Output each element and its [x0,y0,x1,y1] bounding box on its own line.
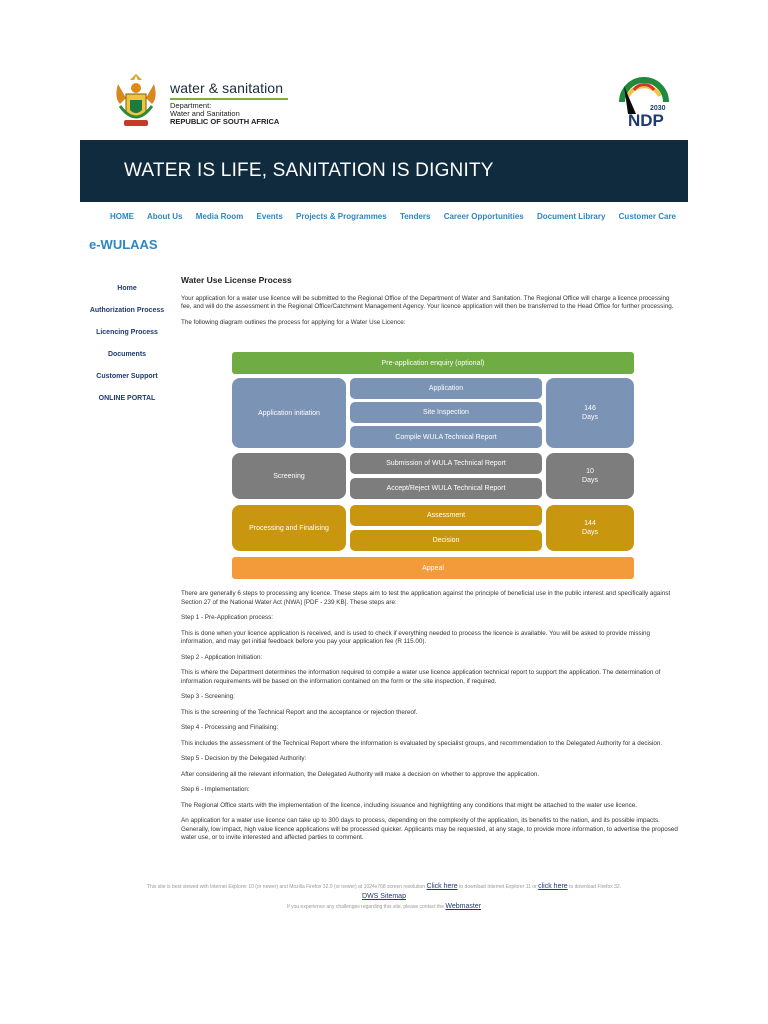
compile-report-box: Compile WULA Technical Report [350,426,542,448]
footer-line-1 [80,882,688,892]
sidenav-home[interactable]: Home [117,285,137,292]
pdf-link[interactable]: [PDF - 239 KB] [304,598,347,606]
footer-line-3 [80,902,688,912]
ie-download-link[interactable]: Click here [426,883,458,890]
days-144-box [546,505,634,551]
nav-events[interactable]: Events [256,212,283,221]
footer-text-d: If you experience any challenges regarding this site, please contact the [286,904,446,910]
step4-heading: Step 4 - Processing and Finalising: [181,724,279,731]
step1-heading: Step 1 - Pre-Application process: [181,614,274,621]
days-144-value: 144 [584,520,596,527]
banner-text: WATER IS LIFE, SANITATION IS DIGNITY [124,160,494,181]
submission-box: Submission of WULA Technical Report [350,453,542,474]
step1-text-a: This is done when your licence application is received, and is used to check if everything needed to process the licence is available. You will be asked to provide missing information, and may get initial feedback before you pay your [181,629,651,645]
nav-document-library[interactable]: Document Library [536,212,606,221]
sidenav-licencing-process[interactable]: Licencing Process [96,329,158,336]
step5-heading: Step 5 - Decision by the Delegated Authority: [181,755,307,762]
nwa-link[interactable]: National Water Act [230,598,282,606]
ndp-text: NDP [628,111,664,130]
ndp-logo-icon[interactable] [614,74,674,130]
ndp-year: 2030 [650,105,666,112]
page-title: Water Use License Process [181,275,292,285]
slogan-banner [80,140,688,202]
footer-text-a: This site is best viewed with Internet Explorer 10 (or newer) and Mozilla Firefox 32.0 (or newer) at 1024x768 screen resolution [146,884,427,890]
footer-text-b: to download Internet Explorer 11 or [457,884,539,890]
assessment-box: Assessment [350,505,542,526]
nav-customer-care[interactable]: Customer Care [618,212,677,221]
step5-text: After considering all the relevant information, the Delegated Authority will make a decision on whether to approve the application. [181,770,540,778]
application-initiation-box: Application initiation [232,378,346,448]
footer-text-c: to download Firefox 32. [567,884,622,890]
processing-finalising-box: Processing and Finalising [232,505,346,551]
sidenav-online-portal[interactable]: ONLINE PORTAL [98,395,156,402]
step4-text: This includes the assessment of the Technical Report where the information is evaluated by specialist groups, and recommendation to the Delegated Authority for a decision. [181,739,663,747]
steps-intro [181,590,681,607]
sidenav-documents[interactable]: Documents [107,351,147,358]
process-diagram [232,352,634,582]
site-title: e-WULAAS [89,237,158,252]
sitemap-link[interactable]: DWS Sitemap [362,893,406,900]
appeal-box: Appeal [232,557,634,579]
days-146-value: 146 [584,405,596,412]
steps-intro-b: (NWA) [281,598,305,606]
sidenav-customer-support[interactable]: Customer Support [96,373,158,380]
days-10-value: 10 [586,468,594,475]
firefox-download-link[interactable]: click here [538,883,568,890]
nav-home[interactable]: HOME [110,212,134,221]
site-footer [80,882,688,912]
nav-careers[interactable]: Career Opportunities [443,212,524,221]
nav-media-room[interactable]: Media Room [195,212,244,221]
step3-text: This is the screening of the Technical Report and the acceptance or rejection thereof. [181,708,418,716]
side-nav [84,284,170,416]
step1-text-b: (R 115.00). [393,638,427,645]
step2-text: This is where the Department determines the information required to compile a water use licence application technical report to support the application. The determination of information requirements will be based on the information contained on the form or the site inspection, if required. [181,669,661,685]
diagram-intro: The following diagram outlines the process for applying for a Water Use Licence: [181,318,406,326]
accept-reject-box: Accept/Reject WULA Technical Report [350,478,542,499]
coat-of-arms-icon[interactable] [112,70,160,132]
step1-text [181,630,681,647]
dept-line-2: Water and Sanitation [170,109,240,118]
dept-line-1: Department: [170,101,212,110]
sidenav-authorization-process[interactable]: Authorization Process [89,307,165,314]
step2-heading: Step 2 - Application Initiation: [181,653,263,661]
webmaster-link[interactable]: Webmaster [445,903,482,910]
dept-rule [170,98,288,100]
intro-paragraph: Your application for a water use licence will be submitted to the Regional Office of the Department of Water and Sanitation. The Regional Office will charge a licence processing fee, and will do the assessment in the Regional Office/Catchment Management Agency. Your licence application will then be transferred to the Head Office for further processing. [181,294,674,310]
step3-heading: Step 3 - Screening: [181,693,235,700]
nav-tenders[interactable]: Tenders [399,212,431,221]
steps-intro-a: There are generally 6 steps to processing any licence. These steps aim to test the application against the principle of beneficial use in the public interest and specifically against Section 27 of the [181,590,671,606]
main-nav [110,212,687,224]
step6-text: The Regional Office starts with the implementation of the licence, including issuance and highlighting any conditions that might be attached to the water use licence. [181,801,637,809]
step6-heading: Step 6 - Implementation: [181,786,250,793]
site-inspection-box: Site Inspection [350,402,542,423]
days-146-label: Days [582,414,598,421]
days-146-box [546,378,634,448]
screening-box: Screening [232,453,346,499]
days-144-label: Days [582,529,598,536]
nav-about-us[interactable]: About Us [146,212,183,221]
steps-intro-c: . These steps are: [346,598,397,606]
steps-content [181,590,681,850]
footer-line-2 [80,892,688,902]
pre-application-box: Pre-application enquiry (optional) [232,352,634,374]
decision-box: Decision [350,530,542,551]
dept-line-3: REPUBLIC OF SOUTH AFRICA [170,117,280,126]
main-content [181,276,681,334]
dept-title: water & sanitation [170,80,284,96]
days-10-box [546,453,634,499]
nav-projects[interactable]: Projects & Programmes [296,212,387,221]
site-header [80,66,688,140]
closing-paragraph: An application for a water use licence can take up to 300 days to process, depending on the complexity of the application, its benefits to the nation, and its possible impacts. Generally, low impact, high value licence applications will be processed quicker. Applicants may be requested, at any stage, to provide more information, to advertise the proposed water use, or to invite interested and affected parties to comment. [181,817,678,841]
application-box: Application [350,378,542,399]
application-fee-link[interactable]: application fee [352,638,394,645]
days-10-label: Days [582,477,598,484]
